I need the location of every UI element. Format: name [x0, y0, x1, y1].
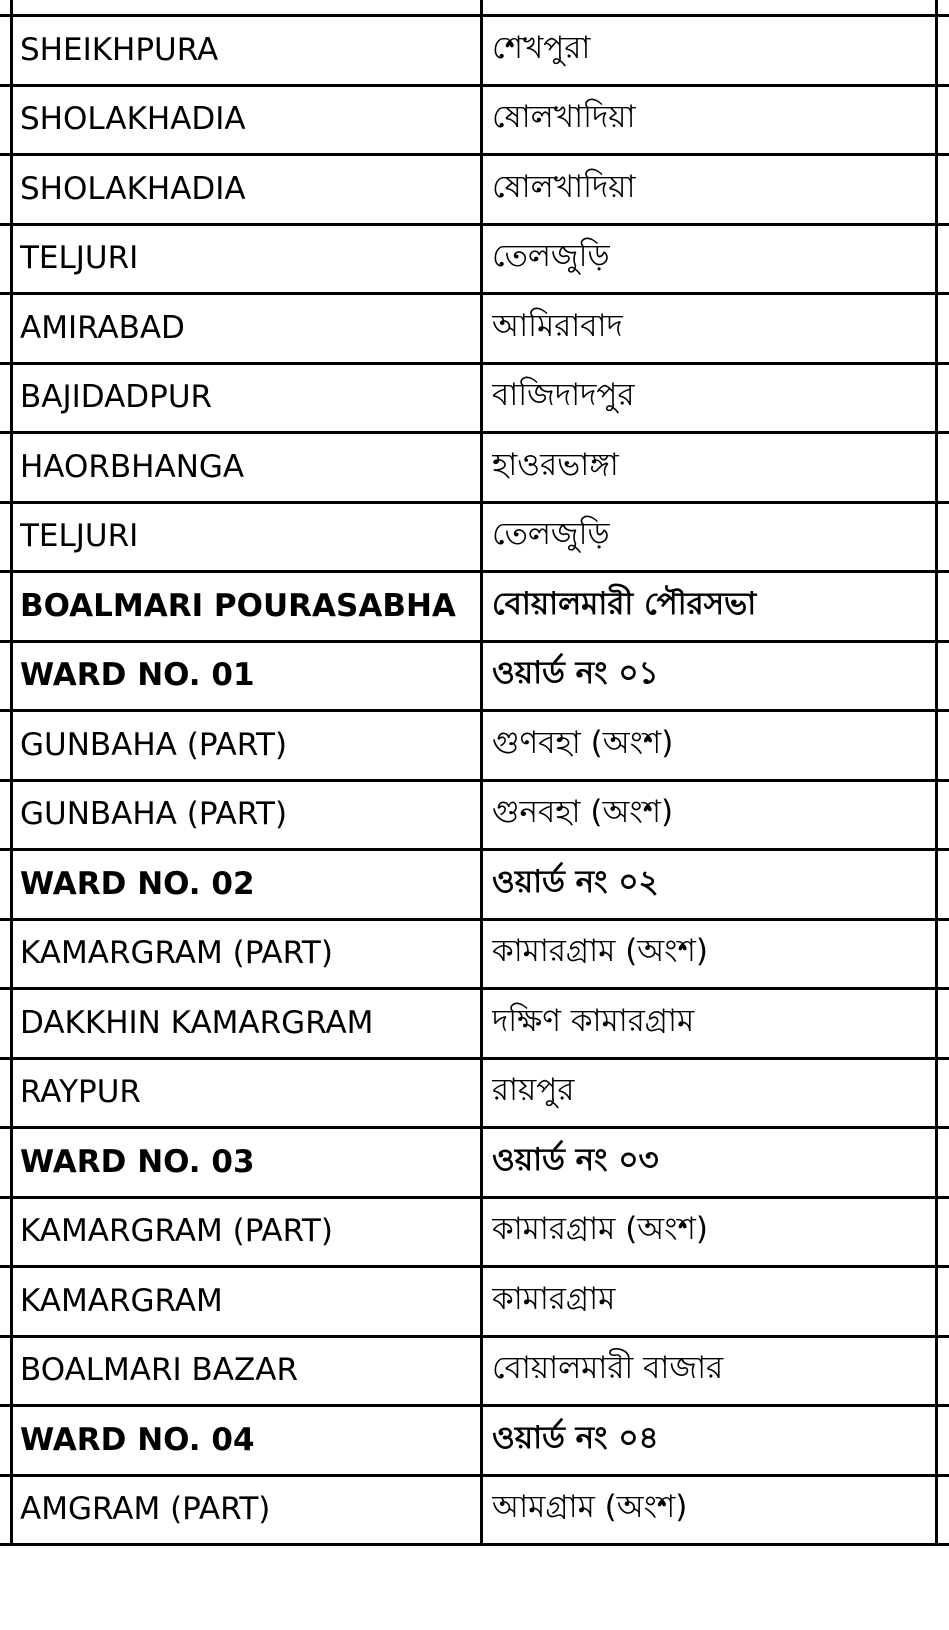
bangla-name-cell: কামারগ্রাম — [492, 1280, 616, 1317]
english-name-cell: SHEIKHPURA — [20, 31, 219, 68]
bangla-name-cell: রায়পুর — [492, 1072, 575, 1108]
row-rule — [0, 1543, 949, 1546]
english-name-cell: TELJURI — [20, 240, 139, 276]
bangla-name-cell: ওয়ার্ড নং ০৪ — [492, 1419, 659, 1456]
english-name-cell: GUNBAHA (PART) — [20, 796, 288, 832]
bangla-name-cell: কামারগ্রাম (অংশ) — [492, 933, 708, 969]
column-rule — [480, 0, 483, 1546]
bangla-name-cell: গুণবহা (অংশ) — [492, 724, 674, 761]
english-name-cell: BAJIDADPUR — [20, 379, 213, 415]
english-name-cell: SHOLAKHADIA — [20, 170, 246, 207]
english-name-cell: SHOLAKHADIA — [20, 101, 246, 137]
column-rule — [935, 0, 938, 1546]
english-name-cell: AMGRAM (PART) — [20, 1491, 271, 1527]
english-name-cell: KAMARGRAM (PART) — [20, 1213, 333, 1249]
bangla-name-cell: আমগ্রাম (অংশ) — [492, 1489, 688, 1525]
english-name-cell: AMIRABAD — [20, 309, 185, 346]
bangla-name-cell: ওয়ার্ড নং ০৩ — [492, 1141, 659, 1178]
english-name-cell: KAMARGRAM (PART) — [20, 935, 333, 971]
bangla-name-cell: বোয়ালমারী পৌরসভা — [492, 585, 757, 622]
bangla-name-cell: ওয়ার্ড নং ০১ — [492, 655, 659, 691]
english-name-cell: WARD NO. 04 — [20, 1421, 255, 1458]
column-rule — [10, 0, 13, 1546]
bangla-name-cell: ষোলখাদিয়া — [492, 168, 636, 205]
english-name-cell: WARD NO. 03 — [20, 1143, 255, 1180]
english-name-cell: RAYPUR — [20, 1074, 141, 1110]
english-name-cell: BOALMARI POURASABHA — [20, 587, 456, 624]
english-name-cell: DAKKHIN KAMARGRAM — [20, 1004, 374, 1041]
bangla-name-cell: বাজিদাদপুর — [492, 377, 635, 413]
bangla-name-cell: গুনবহা (অংশ) — [492, 794, 674, 830]
bangla-name-cell: কামারগ্রাম (অংশ) — [492, 1211, 708, 1247]
bangla-name-cell: ষোলখাদিয়া — [492, 99, 636, 135]
bangla-name-cell: তেলজুড়ি — [492, 238, 610, 274]
bangla-name-cell: বোয়ালমারী বাজার — [492, 1350, 724, 1386]
bangla-name-cell: আমিরাবাদ — [492, 307, 623, 344]
english-name-cell: KAMARGRAM — [20, 1282, 223, 1319]
english-name-cell: TELJURI — [20, 518, 139, 554]
bangla-name-cell: ওয়ার্ড নং ০২ — [492, 863, 659, 900]
bangla-name-cell: তেলজুড়ি — [492, 516, 610, 552]
bangla-name-cell: হাওরভাঙ্গা — [492, 446, 619, 483]
english-name-cell: HAORBHANGA — [20, 448, 245, 485]
english-name-cell: BOALMARI BAZAR — [20, 1352, 299, 1388]
english-name-cell: WARD NO. 02 — [20, 865, 255, 902]
english-name-cell: GUNBAHA (PART) — [20, 726, 288, 763]
english-name-cell: WARD NO. 01 — [20, 657, 255, 693]
bangla-name-cell: দক্ষিণ কামারগ্রাম — [492, 1002, 695, 1039]
bangla-name-cell: শেখপুরা — [492, 29, 591, 66]
